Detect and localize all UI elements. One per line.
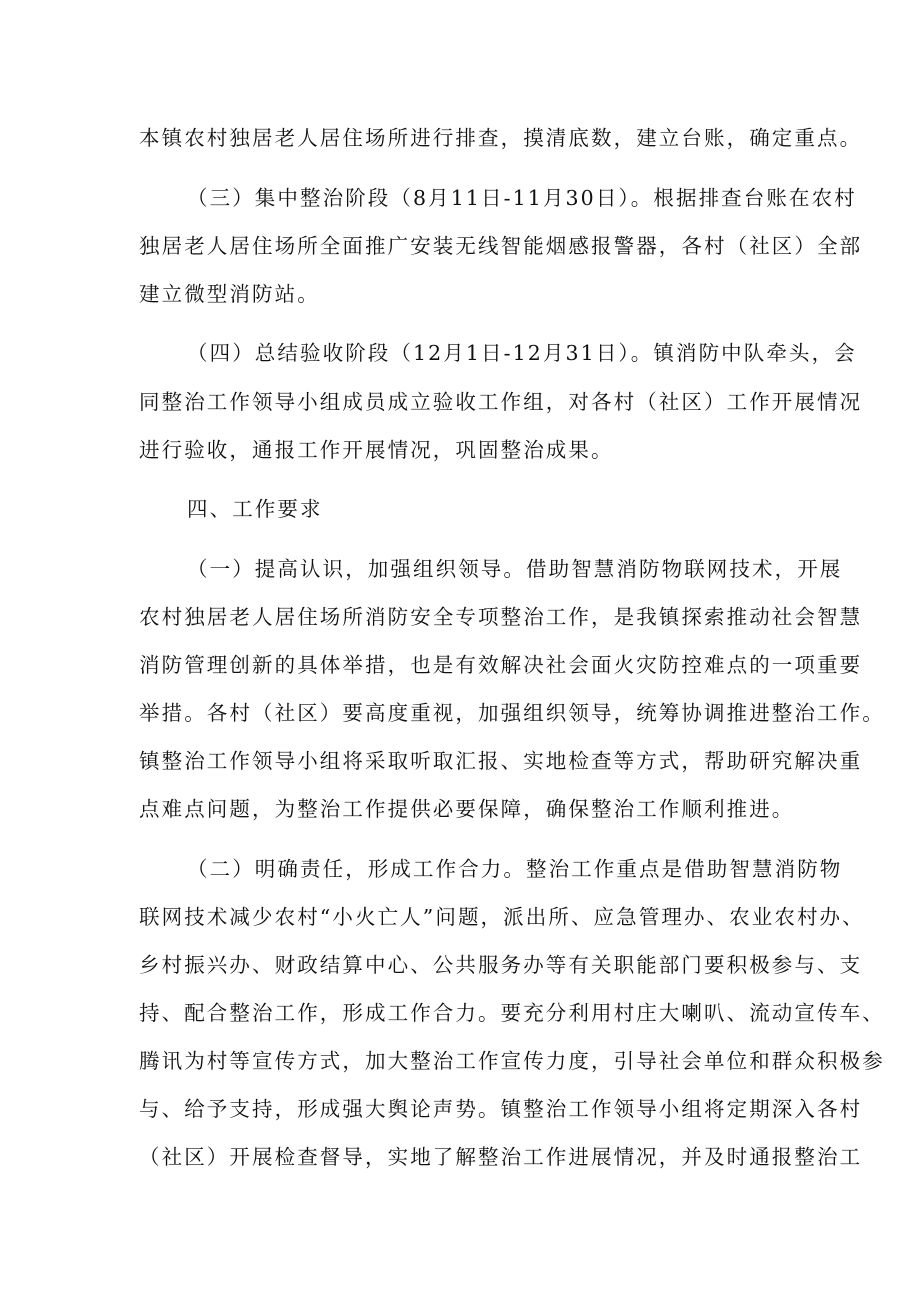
paragraph-line: （三）集中整治阶段（8月11日-11月30日）。根据排查台账在农村 xyxy=(187,186,857,210)
paragraph-line: 独居老人居住场所全面推广安装无线智能烟感报警器，各村（社区）全部 xyxy=(139,234,863,258)
paragraph-line: 消防管理创新的具体举措，也是有效解决社会面火灾防控难点的一项重要 xyxy=(139,653,863,677)
paragraph-line: 建立微型消防站。 xyxy=(139,282,320,306)
paragraph-line: 镇整治工作领导小组将采取听取汇报、实地检查等方式，帮助研究解决重 xyxy=(139,749,863,773)
section-heading: 四、工作要求 xyxy=(187,497,323,521)
paragraph-line: （四）总结验收阶段（12月1日-12月31日）。镇消防中队牵头，会 xyxy=(187,341,857,365)
paragraph-line: （二）明确责任，形成工作合力。整治工作重点是借助智慧消防物 xyxy=(187,857,843,881)
paragraph-line: 进行验收，通报工作开展情况，巩固整治成果。 xyxy=(139,438,614,462)
paragraph-line: （一）提高认识，加强组织领导。借助智慧消防物联网技术，开展 xyxy=(187,557,843,581)
paragraph-line: （社区）开展检查督导，实地了解整治工作进展情况，并及时通报整治工 xyxy=(139,1145,863,1169)
paragraph-line: 同整治工作领导小组成员成立验收工作组，对各村（社区）工作开展情况 xyxy=(139,390,863,414)
paragraph-line: 联网技术减少农村“小火亡人”问题，派出所、应急管理办、农业农村办、 xyxy=(139,905,865,929)
paragraph-line: 点难点问题，为整治工作提供必要保障，确保整治工作顺利推进。 xyxy=(139,797,795,821)
paragraph-line: 举措。各村（社区）要高度重视，加强组织领导，统筹协调推进整治工作。 xyxy=(139,701,885,725)
paragraph-line: 乡村振兴办、财政结算中心、公共服务办等有关职能部门要积极参与、支 xyxy=(139,953,863,977)
paragraph-line: 腾讯为村等宣传方式，加大整治工作宣传力度，引导社会单位和群众积极参 xyxy=(139,1049,885,1073)
paragraph-line: 与、给予支持，形成强大舆论声势。镇整治工作领导小组将定期深入各村 xyxy=(139,1097,863,1121)
paragraph-line: 持、配合整治工作，形成工作合力。要充分利用村庄大喇叭、流动宣传车、 xyxy=(139,1001,885,1025)
paragraph-line: 本镇农村独居老人居住场所进行排查，摸清底数，建立台账，确定重点。 xyxy=(139,126,863,150)
paragraph-line: 农村独居老人居住场所消防安全专项整治工作，是我镇探索推动社会智慧 xyxy=(139,605,863,629)
